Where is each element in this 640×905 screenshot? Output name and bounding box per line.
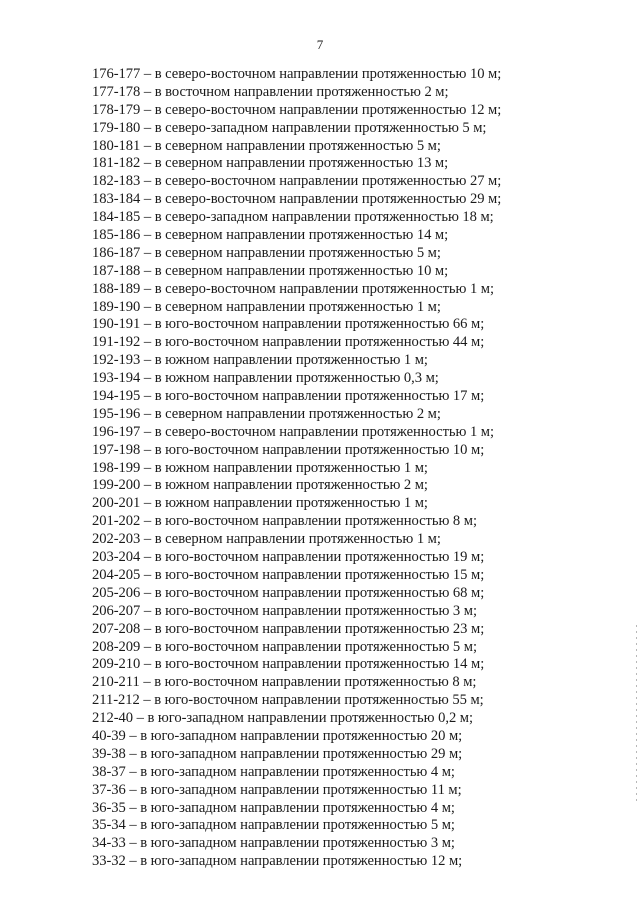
boundary-line: 33-32 – в юго-западном направлении протяженностью 12 м; [92,853,463,870]
boundary-line: 37-36 – в юго-западном направлении протяженностью 11 м; [92,781,462,798]
boundary-line: 39-38 – в юго-западном направлении протяженностью 29 м; [92,745,463,762]
boundary-line: 211-212 – в юго-восточном направлении протяженностью 55 м; [92,692,484,709]
boundary-line: 36-35 – в юго-западном направлении протяженностью 4 м; [92,799,455,816]
boundary-line: 206-207 – в юго-восточном направлении протяженностью 3 м; [92,602,477,619]
boundary-line: 189-190 – в северном направлении протяженностью 1 м; [92,298,441,315]
boundary-line: 180-181 – в северном направлении протяженностью 5 м; [92,137,441,154]
boundary-line: 183-184 – в северо-восточном направлении протяженностью 29 м; [92,191,502,208]
boundary-line: 184-185 – в северо-западном направлении протяженностью 18 м; [92,209,494,226]
boundary-line: 181-182 – в северном направлении протяженностью 13 м; [92,155,449,172]
boundary-description-list [92,66,501,871]
boundary-line: 204-205 – в юго-восточном направлении протяженностью 15 м; [92,566,485,583]
boundary-line: 200-201 – в южном направлении протяженностью 1 м; [92,495,428,512]
boundary-line: 179-180 – в северо-западном направлении протяженностью 5 м; [92,119,487,136]
boundary-line: 196-197 – в северо-восточном направлении протяженностью 1 м; [92,423,494,440]
boundary-line: 38-37 – в юго-западном направлении протяженностью 4 м; [92,763,455,780]
scan-edge-mark [636,625,637,805]
boundary-line: 197-198 – в юго-восточном направлении протяженностью 10 м; [92,441,485,458]
boundary-line: 203-204 – в юго-восточном направлении протяженностью 19 м; [92,549,485,566]
boundary-line: 198-199 – в южном направлении протяженностью 1 м; [92,459,428,476]
boundary-line: 210-211 – в юго-восточном направлении протяженностью 8 м; [92,674,477,691]
boundary-line: 212-40 – в юго-западном направлении протяженностью 0,2 м; [92,710,473,727]
boundary-line: 194-195 – в юго-восточном направлении протяженностью 17 м; [92,388,485,405]
boundary-line: 192-193 – в южном направлении протяженностью 1 м; [92,352,428,369]
boundary-line: 188-189 – в северо-восточном направлении протяженностью 1 м; [92,280,494,297]
boundary-line: 202-203 – в северном направлении протяженностью 1 м; [92,531,441,548]
boundary-line: 193-194 – в южном направлении протяженностью 0,3 м; [92,370,439,387]
boundary-line: 178-179 – в северо-восточном направлении протяженностью 12 м; [92,101,502,118]
boundary-line: 207-208 – в юго-восточном направлении протяженностью 23 м; [92,620,485,637]
boundary-line: 35-34 – в юго-западном направлении протяженностью 5 м; [92,817,455,834]
boundary-line: 191-192 – в юго-восточном направлении протяженностью 44 м; [92,334,485,351]
boundary-line: 199-200 – в южном направлении протяженностью 2 м; [92,477,428,494]
boundary-line: 205-206 – в юго-восточном направлении протяженностью 68 м; [92,584,485,601]
boundary-line: 190-191 – в юго-восточном направлении протяженностью 66 м; [92,316,485,333]
boundary-line: 195-196 – в северном направлении протяженностью 2 м; [92,405,441,422]
boundary-line: 176-177 – в северо-восточном направлении протяженностью 10 м; [92,66,502,82]
boundary-line: 201-202 – в юго-восточном направлении протяженностью 8 м; [92,513,477,530]
boundary-line: 34-33 – в юго-западном направлении протяженностью 3 м; [92,835,455,852]
boundary-line: 209-210 – в юго-восточном направлении протяженностью 14 м; [92,656,485,673]
boundary-line: 187-188 – в северном направлении протяженностью 10 м; [92,262,449,279]
boundary-line: 40-39 – в юго-западном направлении протяженностью 20 м; [92,727,463,744]
boundary-line: 186-187 – в северном направлении протяженностью 5 м; [92,244,441,261]
boundary-line: 177-178 – в восточном направлении протяженностью 2 м; [92,83,449,100]
boundary-line: 185-186 – в северном направлении протяженностью 14 м; [92,227,449,244]
page-number: 7 [316,37,324,52]
boundary-line: 208-209 – в юго-восточном направлении протяженностью 5 м; [92,638,477,655]
boundary-line: 182-183 – в северо-восточном направлении протяженностью 27 м; [92,173,502,190]
